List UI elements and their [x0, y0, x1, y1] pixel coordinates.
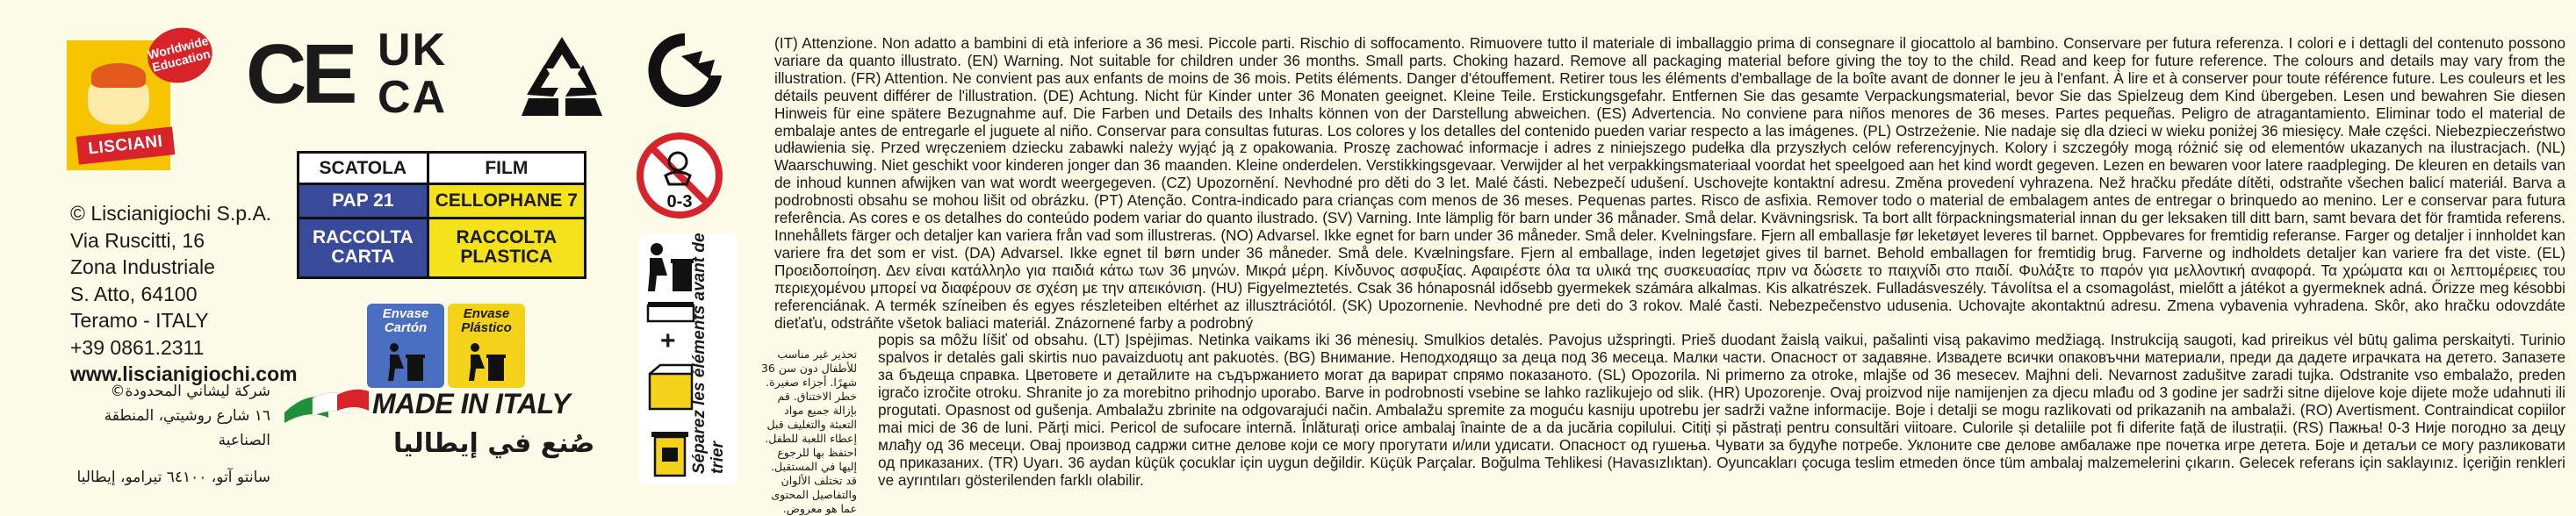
arabic-warning-text: تحذير غير مناسب للأطفال دون سن 36 شهرًا. أجزاء صغيرة. خطر الاختناق. قم بإزالة جميع مواد التعبئة والتغليف قبل إعطاء اللعبة للطفل. احتفظ بها للرجوع إليها في المستقبل. قد تختلف الألوان والتفاصيل المحتوى عما هو معروض. — [760, 348, 857, 515]
address-street-arabic: ١٦ شارع روشيتي، المنطقة الصناعية — [104, 407, 270, 449]
age-warning-icon — [636, 132, 723, 219]
film-header: FILM — [428, 153, 585, 184]
address-city: S. Atto, 64100 — [70, 282, 198, 305]
worldwide-education-badge: Worldwide Education — [142, 21, 219, 90]
address-street: Via Ruscitti, 16 — [70, 228, 205, 252]
scatola-header: SCATOLA — [299, 153, 428, 184]
made-in-italy-arabic: صُنع في إيطاليا — [393, 428, 595, 459]
ukca-mark-icon — [378, 26, 492, 121]
italian-flag-icon — [283, 386, 371, 423]
envase-carton-label: Envase Cartón — [382, 306, 429, 335]
address-country: Teramo - ITALY — [70, 309, 209, 332]
address-zone: Zona Industriale — [70, 255, 215, 278]
recycle-bin-person-icon — [386, 342, 427, 383]
warnings-top-block: (IT) Attenzione. Non adatto a bambini di età inferiore a 36 mesi. Piccole parti. Rischio di soffocamento. Rimuovere tutto il materiale di imballaggio prima di consegnare il giocattolo al bambino. Conservare per futura referenza. I colori e i dettagli del contenuto possono variare da quanto illustrato. (EN) Warning. Not suitable for children under 36 months. Small parts. Choking hazard. Remove all packaging material before giving the toy to the child. Read and keep for future reference. The colours and details may vary from the illustration. (FR) Attention. Ne convient pas aux enfants de moins de 36 mois. Petits éléments. Danger d'étouffement. Retirer tous les éléments d'emballage de la boîte avant de donner le jeu à l'enfant. À lire et à conserver pour toute référence future. Les couleurs et les détails peuvent différer de l'illustration. (DE) Achtung. Nicht für Kinder unter 36 Monaten geeignet. Kleine Teile. Erstickungsgefahr. Entfernen Sie das gesamte Verpackungsmaterial, bevor Sie das Spielzeug dem Kind übergeben. Lesen und bewahren Sie diesen Hinweis für eine spätere Bezugnahme auf. Die Farben und Details des Inhalts können von der Darstellung abweichen. (ES) Advertencia. No conviene para niños menores de 36 meses. Partes pequeñas. Peligro de atragantamiento. Eliminar todo el material de embalaje antes de entregarle el juguete al niño. Conservar para consultas futuras. Los colores y los detalles del contenido pueden variar respecto a las imágenes. (PL) Ostrzeżenie. Nie nadaje się dla dzieci w wieku poniżej 36 miesięcy. Małe części. Niebezpieczeństwo udławienia się. Przed wręczeniem dziecku zabawki należy wyjąć ją z opakowania. Proszę zachować informacje i adres z niniejszego pudełka dla przyszłych celów referencyjnych. Kolory i szczegóły mogą różnić się od elementów ukazanych na ilustracjach. (NL) Waarschuwing. Niet geschikt voor kinderen jonger dan 36 maanden. Kleine onderdelen. Verstikkingsgevaar. Verwijder al het verpakkingsmateriaal voordat het speelgoed aan het kind wordt gegeven. Lezen en bewaren voor latere raadpleging. De kleuren en details van de inhoud kunnen afwijken van wat wordt weergegeven. (CZ) Upozornění. Nevhodné pro děti do 3 let. Malé části. Nebezpečí udušení. Uschovejte kontaktní adresu. Změna provedení vyhrazena. Než hračku předáte dítěti, odstraňte všechen balicí materiál. Barva a podrobnosti obsahu se mohou lišit od obrázku. (PT) Atenção. Contra-indicado para crianças com menos de 36 meses. Pequenas partes. Risco de asfixia. Remover todo o material de embalagem antes de entregar o brinquedo ao menino. Ler e conservar para futura referência. As cores e os detalhes do conteúdo podem variar do quanto ilustrado. (SV) Varning. Inte lämplig för barn under 36 månader. Små delar. Kvävningsrisk. Ta bort allt förpackningsmaterial innan du ger leksaken till ditt barn, samt bevara det för framtida referens. Innehållets färger och detaljer kan variera från vad som illustreras. (NO) Advarsel. Ikke egnet for barn under 36 måneder. Små deler. Kvelningsfare. Fjern all emballasje før leketøyet leveres til barnet. Oppbevares for fremtidig referanse. Farger og detaljer i innholdet kan variere fra det som er vist. (DA) Advarsel. Ikke egnet til børn under 36 måneder. Små dele. Kvælningsfare. Fjern al emballage, inden legetøjet gives til barnet. Behold emballagen for fremtidig brug. Farverne og indholdets detaljer kan variere fra det viste. (EL) Προειδοποίηση. Δεν είναι κατάλληλο για παιδιά κάτω των 36 μηνών. Μικρά μέρη. Κίνδυνος ασφυξίας. Αφαιρέστε όλα τα υλικά της συσκευασίας πριν να δώσετε το παιχνίδι στο παιδί. Φυλάξτε το παρόν για μελλοντική αναφορά. Τα χρώματα και οι λεπτομέρειες του περιεχομένου μπορεί να διαφέρουν σε σχέση με την απεικόνιση. (HU) Figyelmeztetés. Csak 36 hónaposnál idősebb gyermekek számára alkalmas. Kis alkatrészek. Fulladásveszély. Távolítsa el a csomagolást, mielőtt a játékot a gyermeknek adná. Őrizze meg késobbi referenciának. A termék színeiben és egyes részleteiben eltérhet az illusztrációtól. (SK) Upozornenie. Nevhodné pre deti do 3 rokov. Malé časti. Nebezpečenstvo udusenia. Uchovajte akontaktnú adresu. Zmena vybavenia vyhradena. Skôr, ako hračku odovzdáte dieťaťu, odstráňte všetok baliaci materiál. Znázornené farby a podrobný — [774, 34, 2565, 332]
envase-carton-badge — [367, 304, 444, 388]
lisciani-logo — [67, 28, 212, 176]
ce-mark-icon: CE — [246, 27, 353, 121]
box-icon — [646, 300, 695, 323]
trash-bin-icon — [650, 428, 690, 477]
multilingual-warnings — [774, 35, 2565, 490]
logo-brand-name: LISCIANI — [76, 126, 176, 164]
envase-plastico-badge — [448, 304, 525, 388]
raccolta-carta: RACCOLTA CARTA — [299, 218, 428, 277]
raccolta-plastica: RACCOLTA PLASTICA — [428, 218, 585, 277]
mobius-recycle-icon — [509, 33, 615, 121]
company-phone: +39 0861.2311 — [70, 335, 205, 359]
warnings-bottom-block: popis sa môžu líšiť od obsahu. (LT) Įspėjimas. Netinka vaikams iki 36 mėnesių. Smulkios detalės. Pavojus užspringti. Prieš duodant žaislą vaikui, pašalinti visą pakavimo medžiagą. Instrukciją saugoti, kad prireikus vėl būtų galima perskaityti. Turinio spalvos ir detalės gali skirtis nuo pavaizduotų ant pakuotės. (BG) Внимание. Неподходящо за деца под 36 месеца. Малки части. Опасност от задавяне. Извадете всички опаковъчни материали, преди да дадете играчката на детето. Запазете за бъдеща справка. Цветовете и детайлите на съдържанието могат да варират спрямо показаното. (SL) Opozorila. Ni primerno za otroke, mlajše od 36 mesecev. Majhni deli. Nevarnost zadušitve zaradi tujka. Odstranite vso embalažo, preden igračo izročite otroku. Shranite jo za morebitno prihodnjo uporabo. Barve in podrobnosti vsebine se lahko razlikujejo od slik. (HR) Upozorenje. Ovaj proizvod nije namijenjen za djecu mlađu od 3 godine jer sadrži sitne dijelove koje dijete može udahnuti ili progutati. Opasnost od gušenja. Ambalažu zbrinite na odgovarajući način. Ambalažu spremite za moguću kasniju upotrebu jer sadrži važne informacije. Boje i detalji se mogu razlikovati od prikazanih na ambalaži. (RO) Avertisment. Contraindicat copiilor mai mici de 36 de luni. Părți mici. Pericol de sufocare internă. Înlăturați orice ambalaj înainte de a da jucăria copilului. Citiți și păstrați pentru consultări viitoare. Culorile și detaliile pot fi diferite față de ilustrații. (RS) Пажња! 0-3 Није погодно за децу млађу од 36 месеци. Овај производ садржи ситне делове који се могу прогутати и/или удисати. Опасност од гушења. Чувати за будуће потребе. Уклоните све делове амбалаже пре почетка игре детета. Боје и детаљи се могу разликовати од приказаних. (TR) Uyarı. 36 aydan küçük çocuklar için uygun değildir. Küçük Parçalar. Boğulma Tehlikesi (Havasızlıktan). Oyuncakları çocuga teslim etmeden önce tüm ambalaj malzemelerini çıkarın. Gelecek referans için saklayınız. İçeriğin renkleri ve ayrıntıları gösterilenden farklı olabilir. — [878, 331, 2565, 489]
ukca-top: UK — [378, 25, 448, 75]
recycling-table — [297, 151, 586, 279]
made-in-italy-text: MADE IN ITALY — [372, 388, 571, 419]
company-website: www.liscianigiochi.com — [70, 362, 298, 385]
age-warning-label: 0-3 — [666, 192, 693, 211]
logo-character-icon — [88, 72, 149, 125]
cardboard-box-icon — [644, 362, 697, 414]
person-bin-icon — [644, 240, 697, 293]
plus-icon: + — [660, 326, 676, 355]
company-address-arabic — [68, 379, 270, 490]
sort-instructions-text: Séparez les éléments avant de trier — [690, 233, 727, 474]
company-name: © Liscianigiochi S.p.A. — [70, 202, 272, 225]
company-address — [70, 200, 298, 388]
address-city-arabic: سانتو آتو، ٦٤١٠٠ تيرامو، إيطاليا — [76, 469, 270, 486]
recycle-bin-person-icon — [467, 342, 507, 383]
cellophane-code: CELLOPHANE 7 — [428, 184, 585, 218]
triman-recycle-icon — [641, 26, 729, 114]
pap-code: PAP 21 — [299, 184, 428, 218]
ukca-bottom: CA — [378, 72, 448, 123]
company-name-arabic: شركة ليشاني المحدودة© — [110, 383, 270, 400]
envase-plastico-label: Envase Plástico — [461, 306, 512, 335]
